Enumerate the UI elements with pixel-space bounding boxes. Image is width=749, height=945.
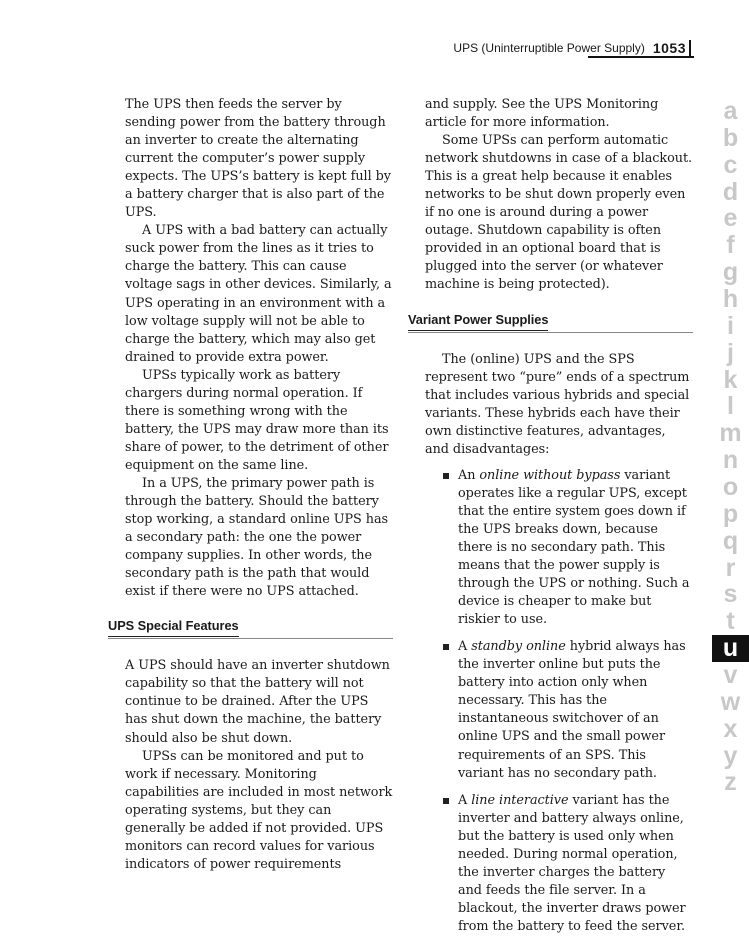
thumb-index-letter-a[interactable]: a: [723, 96, 738, 125]
thumb-index-letter-u[interactable]: u: [712, 635, 749, 662]
thumb-index-letter-y[interactable]: y: [723, 741, 738, 770]
thumb-index-letter-f[interactable]: f: [726, 231, 735, 260]
header-rule: [588, 56, 694, 58]
left-column: [108, 96, 393, 874]
running-title: UPS (Uninterruptible Power Supply): [453, 41, 645, 55]
heading-text: Variant Power Supplies: [408, 311, 548, 331]
term: line interactive: [471, 792, 569, 808]
list-item: A standby online hybrid always has the inverter online but puts the battery into action only when necessary. This has the instantaneous switchover of an online UPS and the small power requirements of an SPS. This variant has no secondary path.: [458, 638, 693, 782]
left-paragraph-3: UPSs typically work as battery chargers during normal operation. If there is something wrong with the battery, the UPS may draw more than its share of power, to the detriment of other equipment on the same line.: [125, 367, 389, 473]
thumb-index-letter-p[interactable]: p: [722, 499, 739, 528]
thumb-index-letter-t[interactable]: t: [726, 607, 735, 636]
right-paragraph-2: Some UPSs can perform automatic network shutdowns in case of a blackout. This is a great help because it enables networks to be shut down properly even if no one is around during a power outage. Shutdown capability is often provided in an optional board that is plugged into the server (or whatever machine is being protected).: [425, 133, 693, 293]
list-item: An online without bypass variant operates like a regular UPS, except that the entire system goes down if the UPS breaks down, because there is no secondary path. This means that the power supply is through the UPS or nothing. Such a device is cheaper to make but riskier to use.: [458, 467, 693, 629]
thumb-index-letter-d[interactable]: d: [722, 177, 739, 206]
right-paragraph-1: and supply. See the UPS Monitoring article for more information.: [425, 97, 659, 131]
thumb-index-letter-w[interactable]: w: [720, 687, 741, 716]
thumb-index-letter-z[interactable]: z: [724, 768, 737, 797]
thumb-index-letter-b[interactable]: b: [722, 123, 739, 152]
thumb-index-letter-v[interactable]: v: [723, 660, 738, 689]
thumb-index-letter-j[interactable]: j: [727, 338, 734, 367]
right-column: [408, 96, 693, 945]
left-paragraph-6: UPSs can be monitored and put to work if necessary. Monitoring capabilities are included in most network operating systems, but they can generally be added if not provided. UPS monitors can record values for various indicators of power requirements: [125, 748, 393, 872]
left-paragraph-4: In a UPS, the primary power path is through the battery. Should the battery stop working, a standard online UPS has a secondary path: the one the power company supplies. In other words, the secondary path is the path that would exist if there were no UPS attached.: [125, 475, 389, 600]
thumb-index-letter-m[interactable]: m: [719, 419, 742, 448]
thumb-index-letter-s[interactable]: s: [723, 580, 738, 609]
thumb-index-letter-k[interactable]: k: [723, 365, 738, 394]
page-number: 1053: [653, 40, 691, 56]
alphabet-thumb-index: [712, 98, 749, 796]
thumb-index-letter-e[interactable]: e: [723, 204, 738, 233]
running-head: [453, 36, 691, 56]
thumb-index-letter-x[interactable]: x: [723, 714, 738, 743]
thumb-index-letter-g[interactable]: g: [722, 258, 739, 287]
section-heading-variant-power-supplies: [408, 311, 693, 333]
thumb-index-letter-r[interactable]: r: [725, 553, 736, 582]
thumb-index-letter-l[interactable]: l: [727, 392, 734, 421]
left-paragraph-5: A UPS should have an inverter shutdown capability so that the battery will not continue to be drained. After the UPS has shut down the machine, the battery should also be shut down.: [125, 658, 390, 746]
heading-text: UPS Special Features: [108, 617, 239, 637]
list-item: A line interactive variant has the inverter and battery always online, but the battery is used only when needed. During normal operation, the inverter charges the battery and feeds the file server. In a blackout, the inverter draws power from the battery to feed the server.: [458, 792, 693, 936]
thumb-index-letter-i[interactable]: i: [727, 311, 734, 340]
thumb-index-letter-h[interactable]: h: [722, 284, 739, 313]
term: standby online: [471, 639, 566, 655]
variant-list: [425, 467, 693, 936]
right-paragraph-3: The (online) UPS and the SPS represent two “pure” ends of a spectrum that includes various hybrids and special variants. These hybrids each have their own distinctive features, advantages, and disadvantages:: [425, 351, 690, 457]
thumb-index-letter-o[interactable]: o: [722, 472, 739, 501]
section-heading-ups-special-features: [108, 617, 393, 639]
left-paragraph-1: The UPS then feeds the server by sending power from the battery through an inverter to create the alternating current the computer’s power supply expects. The UPS’s battery is kept full by a battery charger that is also part of the UPS.: [125, 97, 391, 221]
term: online without bypass: [479, 467, 621, 483]
left-paragraph-2: A UPS with a bad battery can actually suck power from the lines as it tries to charge the battery. This can cause voltage sags in other devices. Similarly, a UPS operating in an environment with a low voltage supply will not be able to charge the battery, which may also get drained to provide extra power.: [125, 223, 392, 365]
thumb-index-letter-c[interactable]: c: [723, 150, 738, 179]
thumb-index-letter-q[interactable]: q: [722, 526, 739, 555]
thumb-index-letter-n[interactable]: n: [722, 446, 739, 475]
